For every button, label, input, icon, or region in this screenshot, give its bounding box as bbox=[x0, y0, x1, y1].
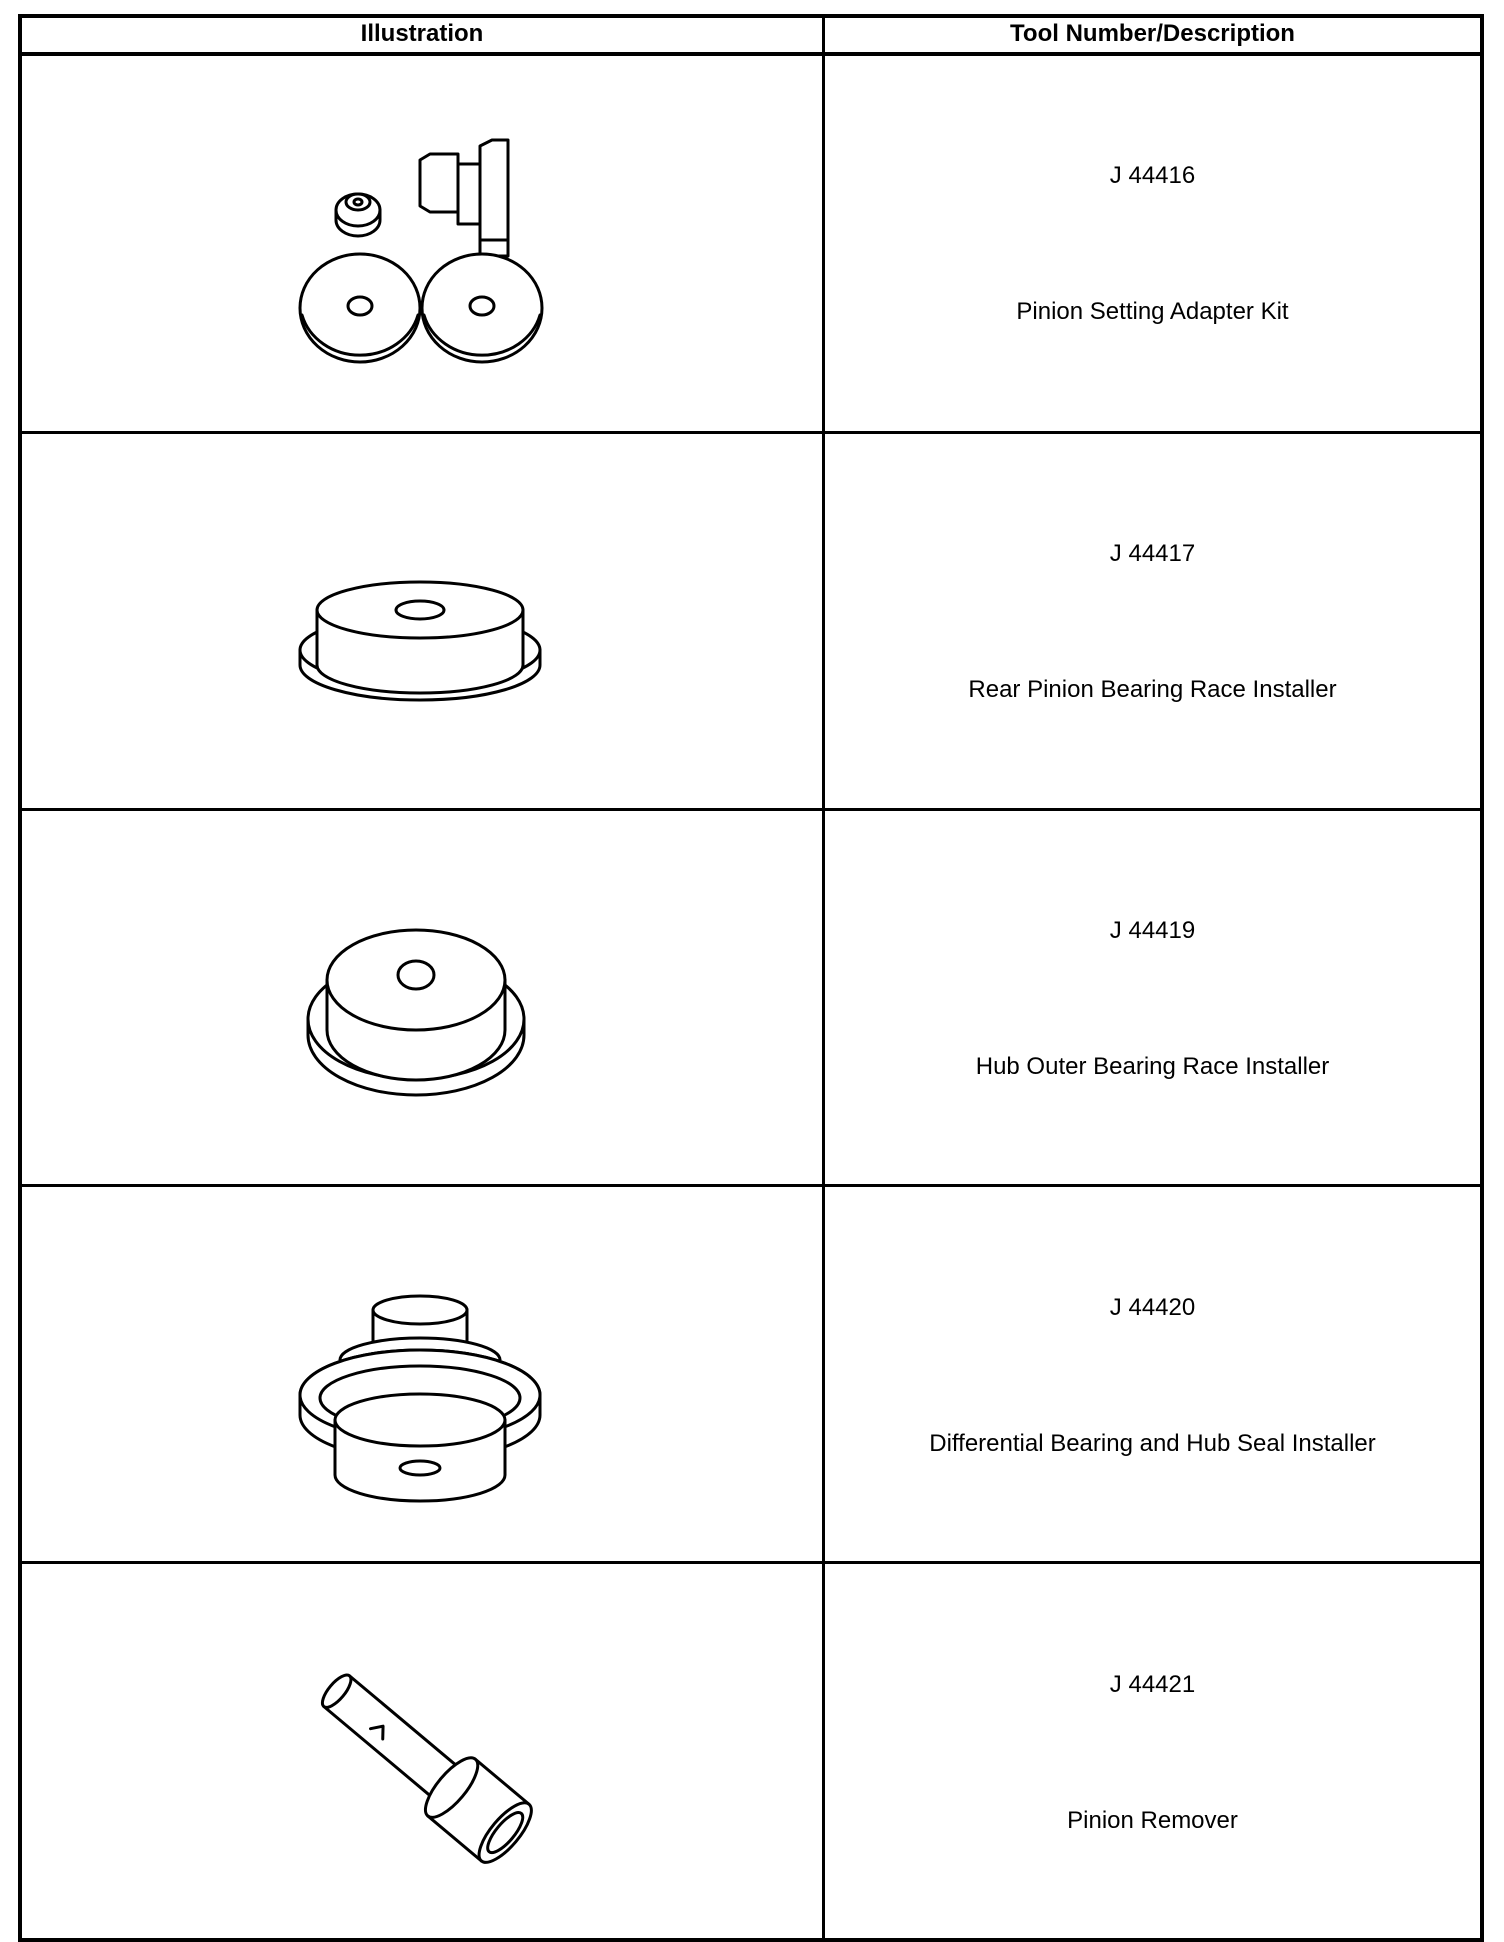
tool-number: J 44416 bbox=[1109, 162, 1196, 189]
row-divider bbox=[18, 1184, 1484, 1187]
tool-description: Pinion Remover bbox=[1067, 1807, 1238, 1834]
tool-description: Hub Outer Bearing Race Installer bbox=[975, 1053, 1330, 1080]
tool-number: J 44419 bbox=[1109, 917, 1196, 944]
pinion-setting-adapter-kit-icon bbox=[280, 130, 560, 380]
table-border-right bbox=[1480, 14, 1484, 1942]
tool-number: J 44421 bbox=[1109, 1671, 1196, 1698]
header-tool-number-description: Tool Number/Description bbox=[1010, 20, 1295, 47]
differential-bearing-hub-seal-installer-icon bbox=[295, 1290, 545, 1515]
tool-number: J 44417 bbox=[1109, 540, 1196, 567]
tool-description: Differential Bearing and Hub Seal Installer bbox=[929, 1430, 1376, 1457]
row-divider bbox=[18, 808, 1484, 811]
tool-number: J 44420 bbox=[1109, 1294, 1196, 1321]
hub-outer-bearing-race-installer-icon bbox=[303, 920, 529, 1110]
row-divider bbox=[18, 431, 1484, 434]
tool-description: Pinion Setting Adapter Kit bbox=[1016, 298, 1289, 325]
row-divider bbox=[18, 1561, 1484, 1564]
table-border-bottom bbox=[18, 1938, 1484, 1942]
tool-description: Rear Pinion Bearing Race Installer bbox=[968, 676, 1337, 703]
header-illustration: Illustration bbox=[360, 20, 484, 47]
table-border-left bbox=[18, 14, 22, 1942]
pinion-remover-icon bbox=[320, 1660, 540, 1892]
rear-pinion-bearing-race-installer-icon bbox=[295, 570, 545, 735]
